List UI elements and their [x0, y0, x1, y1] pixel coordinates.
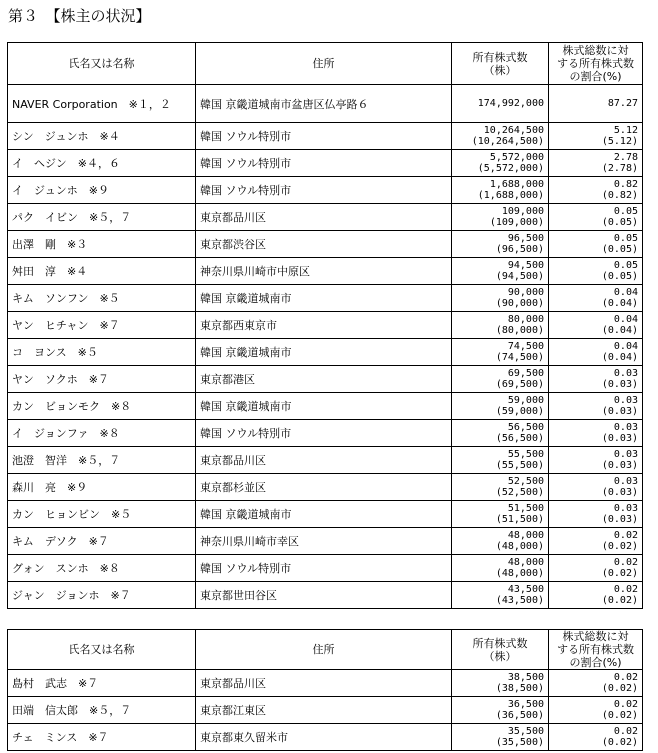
shares-owned: 35,500 [507, 726, 544, 737]
shareholder-name: カン ヒョンビン ※５ [8, 501, 196, 528]
shares-owned: 109,000 [501, 206, 544, 217]
table-body [8, 85, 643, 609]
ownership-ratio: 87.27 [607, 98, 638, 109]
table-row [8, 366, 643, 393]
table-row [8, 724, 643, 751]
shares-owned-sub: (59,000) [495, 406, 544, 417]
shareholder-address: 韓国 ソウル特別市 [196, 123, 452, 150]
table-row [8, 697, 643, 724]
shareholder-name: コ ヨンス ※５ [8, 339, 196, 366]
shareholder-address: 韓国 ソウル特別市 [196, 150, 452, 177]
shares-cell [452, 670, 549, 697]
header-shares: 所有株式数 （株） [452, 43, 549, 85]
header-address: 住所 [196, 43, 452, 85]
shares-owned-sub: (36,500) [495, 710, 544, 721]
shares-owned: 74,500 [507, 341, 544, 352]
shareholder-name: NAVER Corporation ※１，２ [8, 85, 196, 123]
shares-cell [452, 123, 549, 150]
ownership-ratio-sub: (0.03) [601, 379, 638, 390]
table-row [8, 258, 643, 285]
shares-owned: 51,500 [507, 503, 544, 514]
ownership-ratio: 0.03 [613, 395, 638, 406]
ownership-ratio-sub: (0.05) [601, 244, 638, 255]
shares-cell [452, 447, 549, 474]
shareholder-name: キム ソンフン ※５ [8, 285, 196, 312]
shares-owned: 55,500 [507, 449, 544, 460]
ownership-ratio: 0.04 [613, 341, 638, 352]
shares-owned-sub: (48,000) [495, 541, 544, 552]
ownership-ratio: 0.02 [613, 699, 638, 710]
shareholder-address: 東京都江東区 [196, 697, 452, 724]
table-row [8, 474, 643, 501]
shares-owned-sub: (90,000) [495, 298, 544, 309]
ownership-ratio-sub: (0.02) [601, 737, 638, 748]
ownership-ratio: 5.12 [613, 125, 638, 136]
shares-cell [452, 393, 549, 420]
ownership-ratio-sub: (0.03) [601, 514, 638, 525]
ownership-ratio: 0.02 [613, 726, 638, 737]
shares-owned: 90,000 [507, 287, 544, 298]
shares-cell [452, 204, 549, 231]
shares-owned: 69,500 [507, 368, 544, 379]
ratio-cell [549, 177, 643, 204]
table-row [8, 393, 643, 420]
table-row [8, 339, 643, 366]
ownership-ratio: 0.05 [613, 260, 638, 271]
shareholder-address: 韓国 京畿道城南市 [196, 285, 452, 312]
ownership-ratio-sub: (0.05) [601, 271, 638, 282]
shareholder-name: シン ジュンホ ※４ [8, 123, 196, 150]
shares-cell [452, 697, 549, 724]
shares-owned-sub: (96,500) [495, 244, 544, 255]
shares-owned: 38,500 [507, 672, 544, 683]
table-row [8, 123, 643, 150]
shareholder-name: 島村 武志 ※７ [8, 670, 196, 697]
ownership-ratio-sub: (0.03) [601, 433, 638, 444]
table-row [8, 231, 643, 258]
shares-owned-sub: (1,688,000) [477, 190, 544, 201]
shares-owned-sub: (43,500) [495, 595, 544, 606]
ratio-cell [549, 697, 643, 724]
shares-owned: 59,000 [507, 395, 544, 406]
ratio-cell [549, 231, 643, 258]
table-row [8, 150, 643, 177]
ownership-ratio-sub: (0.04) [601, 298, 638, 309]
ownership-ratio: 0.03 [613, 422, 638, 433]
ratio-cell [549, 582, 643, 609]
shares-owned: 5,572,000 [489, 152, 544, 163]
ownership-ratio-sub: (0.02) [601, 568, 638, 579]
shares-cell [452, 285, 549, 312]
shares-cell [452, 339, 549, 366]
shares-owned: 48,000 [507, 557, 544, 568]
ownership-ratio: 0.02 [613, 530, 638, 541]
ratio-cell [549, 447, 643, 474]
ratio-cell [549, 312, 643, 339]
ratio-cell [549, 670, 643, 697]
shares-owned-sub: (5,572,000) [477, 163, 544, 174]
ratio-cell [549, 393, 643, 420]
shareholder-address: 東京都西東京市 [196, 312, 452, 339]
shareholder-name: チェ ミンス ※７ [8, 724, 196, 751]
table-row [8, 177, 643, 204]
shares-cell [452, 366, 549, 393]
ownership-ratio-sub: (0.03) [601, 406, 638, 417]
ownership-ratio: 0.02 [613, 672, 638, 683]
shares-owned-sub: (56,500) [495, 433, 544, 444]
ownership-ratio-sub: (0.05) [601, 217, 638, 228]
ratio-cell [549, 123, 643, 150]
shareholder-address: 神奈川県川崎市幸区 [196, 528, 452, 555]
ratio-cell [549, 555, 643, 582]
ownership-ratio-sub: (5.12) [601, 136, 638, 147]
ownership-ratio: 0.82 [613, 179, 638, 190]
shares-owned-sub: (80,000) [495, 325, 544, 336]
shareholders-table-continued [7, 629, 643, 751]
shareholder-name: イ ジュンホ ※９ [8, 177, 196, 204]
shares-cell [452, 501, 549, 528]
shares-cell [452, 312, 549, 339]
ownership-ratio-sub: (0.04) [601, 352, 638, 363]
shareholder-address: 韓国 京畿道城南市 [196, 501, 452, 528]
shares-owned: 10,264,500 [483, 125, 544, 136]
shares-owned: 96,500 [507, 233, 544, 244]
ownership-ratio: 0.03 [613, 503, 638, 514]
ownership-ratio: 0.04 [613, 314, 638, 325]
shareholder-address: 東京都杉並区 [196, 474, 452, 501]
ownership-ratio-sub: (0.04) [601, 325, 638, 336]
shareholder-address: 東京都品川区 [196, 204, 452, 231]
header-name: 氏名又は名称 [8, 630, 196, 670]
shareholder-address: 東京都東久留米市 [196, 724, 452, 751]
shareholder-name: カン ビョンモク ※８ [8, 393, 196, 420]
table-row [8, 670, 643, 697]
shares-cell [452, 582, 549, 609]
shareholder-address: 韓国 京畿道城南市 [196, 393, 452, 420]
shareholder-address: 韓国 京畿道城南市 [196, 339, 452, 366]
ownership-ratio: 0.02 [613, 584, 638, 595]
shares-cell [452, 420, 549, 447]
shares-owned-sub: (48,000) [495, 568, 544, 579]
shares-owned-sub: (55,500) [495, 460, 544, 471]
shares-cell [452, 231, 549, 258]
shareholder-name: ヤン ソクホ ※７ [8, 366, 196, 393]
table-row [8, 555, 643, 582]
shares-owned-sub: (109,000) [489, 217, 544, 228]
shareholder-name: グォン スンホ ※８ [8, 555, 196, 582]
shareholder-name: 田端 信太郎 ※５，７ [8, 697, 196, 724]
shares-owned-sub: (10,264,500) [471, 136, 544, 147]
shares-cell [452, 474, 549, 501]
ratio-cell [549, 150, 643, 177]
shareholders-table [7, 42, 643, 609]
ratio-cell [549, 285, 643, 312]
ownership-ratio-sub: (2.78) [601, 163, 638, 174]
ownership-ratio: 0.02 [613, 557, 638, 568]
shareholder-address: 東京都品川区 [196, 670, 452, 697]
shares-cell [452, 85, 549, 123]
shares-cell [452, 724, 549, 751]
shares-owned-sub: (35,500) [495, 737, 544, 748]
ownership-ratio: 0.05 [613, 206, 638, 217]
table-row [8, 204, 643, 231]
table-body [8, 670, 643, 751]
shares-owned-sub: (38,500) [495, 683, 544, 694]
ratio-cell [549, 85, 643, 123]
ownership-ratio: 0.03 [613, 476, 638, 487]
shares-owned: 36,500 [507, 699, 544, 710]
shares-cell [452, 177, 549, 204]
table-row [8, 420, 643, 447]
table-row [8, 85, 643, 123]
ratio-cell [549, 258, 643, 285]
shares-owned-sub: (51,500) [495, 514, 544, 525]
ownership-ratio-sub: (0.02) [601, 683, 638, 694]
shares-owned: 56,500 [507, 422, 544, 433]
shares-owned: 43,500 [507, 584, 544, 595]
shares-owned: 52,500 [507, 476, 544, 487]
ratio-cell [549, 528, 643, 555]
shareholder-name: ヤン ヒチャン ※７ [8, 312, 196, 339]
ratio-cell [549, 724, 643, 751]
ratio-cell [549, 204, 643, 231]
shareholder-address: 東京都渋谷区 [196, 231, 452, 258]
shares-cell [452, 528, 549, 555]
ownership-ratio: 0.03 [613, 368, 638, 379]
shares-cell [452, 150, 549, 177]
ownership-ratio-sub: (0.03) [601, 460, 638, 471]
shareholder-address: 東京都世田谷区 [196, 582, 452, 609]
ownership-ratio-sub: (0.02) [601, 710, 638, 721]
ownership-ratio: 2.78 [613, 152, 638, 163]
shareholder-address: 東京都品川区 [196, 447, 452, 474]
ownership-ratio: 0.03 [613, 449, 638, 460]
header-shares: 所有株式数 （株） [452, 630, 549, 670]
table-row [8, 582, 643, 609]
ratio-cell [549, 501, 643, 528]
ownership-ratio-sub: (0.82) [601, 190, 638, 201]
header-ratio: 株式総数に対 する所有株式数 の割合(%) [549, 630, 643, 670]
table-row [8, 285, 643, 312]
shareholder-name: 森川 亮 ※９ [8, 474, 196, 501]
ratio-cell [549, 366, 643, 393]
header-name: 氏名又は名称 [8, 43, 196, 85]
ownership-ratio: 0.04 [613, 287, 638, 298]
shareholder-address: 韓国 ソウル特別市 [196, 177, 452, 204]
shareholder-name: 池澄 智洋 ※５，７ [8, 447, 196, 474]
table-row [8, 501, 643, 528]
table-row [8, 312, 643, 339]
shares-owned-sub: (52,500) [495, 487, 544, 498]
shares-owned: 80,000 [507, 314, 544, 325]
table-row [8, 528, 643, 555]
ratio-cell [549, 420, 643, 447]
shareholder-address: 東京都港区 [196, 366, 452, 393]
shares-cell [452, 555, 549, 582]
shareholder-name: イ ジョンファ ※８ [8, 420, 196, 447]
shareholder-address: 韓国 京畿道城南市盆唐区仏亭路６ [196, 85, 452, 123]
ratio-cell [549, 474, 643, 501]
shares-owned: 48,000 [507, 530, 544, 541]
shares-owned: 1,688,000 [489, 179, 544, 190]
shareholder-name: キム デソク ※７ [8, 528, 196, 555]
shares-cell [452, 258, 549, 285]
shares-owned: 94,500 [507, 260, 544, 271]
shareholder-name: イ ヘジン ※４，６ [8, 150, 196, 177]
shareholder-address: 韓国 ソウル特別市 [196, 555, 452, 582]
shares-owned: 174,992,000 [477, 98, 544, 109]
ownership-ratio-sub: (0.03) [601, 487, 638, 498]
ratio-cell [549, 339, 643, 366]
shareholder-name: パク イビン ※５，７ [8, 204, 196, 231]
ownership-ratio-sub: (0.02) [601, 595, 638, 606]
header-ratio: 株式総数に対 する所有株式数 の割合(%) [549, 43, 643, 85]
shareholder-address: 神奈川県川崎市中原区 [196, 258, 452, 285]
shareholder-name: 出澤 剛 ※３ [8, 231, 196, 258]
ownership-ratio-sub: (0.02) [601, 541, 638, 552]
shareholder-address: 韓国 ソウル特別市 [196, 420, 452, 447]
shares-owned-sub: (69,500) [495, 379, 544, 390]
shares-owned-sub: (94,500) [495, 271, 544, 282]
table-row [8, 447, 643, 474]
section-title: 第３ 【株主の状況】 [8, 7, 151, 25]
shareholder-name: ジャン ジョンホ ※７ [8, 582, 196, 609]
ownership-ratio: 0.05 [613, 233, 638, 244]
shares-owned-sub: (74,500) [495, 352, 544, 363]
header-address: 住所 [196, 630, 452, 670]
shareholder-name: 舛田 淳 ※４ [8, 258, 196, 285]
